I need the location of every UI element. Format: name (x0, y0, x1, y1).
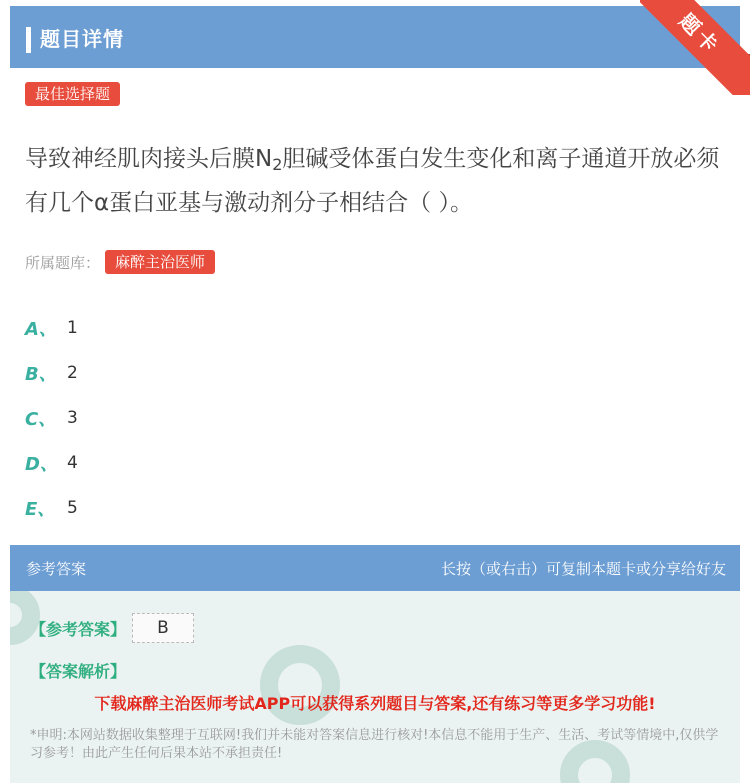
ribbon-label: 题卡 (640, 0, 750, 95)
question-subscript: 2 (272, 155, 283, 174)
question-text (25, 137, 735, 225)
option-value: 4 (67, 452, 78, 473)
option-letter: B、 (25, 363, 57, 385)
disclaimer-text: *申明:本网站数据收集整理于互联网!我们并未能对答案信息进行核对!本信息不能用于生产、生活、考试等情境中,仅供学习参考！由此产生任何后果本站不承担责任! (30, 728, 719, 761)
option-e[interactable] (25, 485, 78, 530)
option-value: 3 (67, 407, 78, 428)
reference-answer-value: B (132, 613, 194, 643)
option-d[interactable] (25, 440, 78, 485)
reference-answer-label: 【参考答案】 (30, 620, 127, 639)
analysis-label: 【答案解析】 (30, 662, 127, 681)
answer-header-title: 参考答案 (26, 560, 87, 578)
option-letter: E、 (25, 498, 56, 520)
answer-header (10, 545, 740, 591)
bank-link[interactable]: 麻醉主治医师 (105, 250, 215, 274)
option-value: 1 (67, 317, 78, 338)
corner-ribbon (640, 0, 750, 95)
copy-share-hint: 长按（或右击）可复制本题卡或分享给好友 (440, 560, 726, 578)
question-text-part2: 胆碱受体蛋白发生变化和离子通道开放必须有几个α蛋白亚基与激动剂分子相结合（ ）。 (25, 146, 720, 216)
option-letter: C、 (25, 408, 57, 430)
option-value: 5 (67, 497, 78, 518)
option-c[interactable] (25, 395, 78, 440)
question-type-badge: 最佳选择题 (25, 82, 120, 106)
option-a[interactable] (25, 305, 78, 350)
option-value: 2 (67, 362, 78, 383)
detail-header (10, 6, 740, 68)
question-text-part1: 导致神经肌肉接头后膜N (25, 146, 273, 172)
header-accent-bar (26, 27, 31, 53)
options-list (25, 305, 78, 530)
option-letter: D、 (25, 453, 58, 475)
option-b[interactable] (25, 350, 78, 395)
app-download-link[interactable]: 下载麻醉主治医师考试APP可以获得系列题目与答案,还有练习等更多学习功能! (94, 694, 656, 713)
option-letter: A、 (25, 318, 57, 340)
page-title: 题目详情 (40, 27, 124, 51)
answer-panel (10, 545, 740, 783)
bank-label: 所属题库： (25, 254, 101, 272)
